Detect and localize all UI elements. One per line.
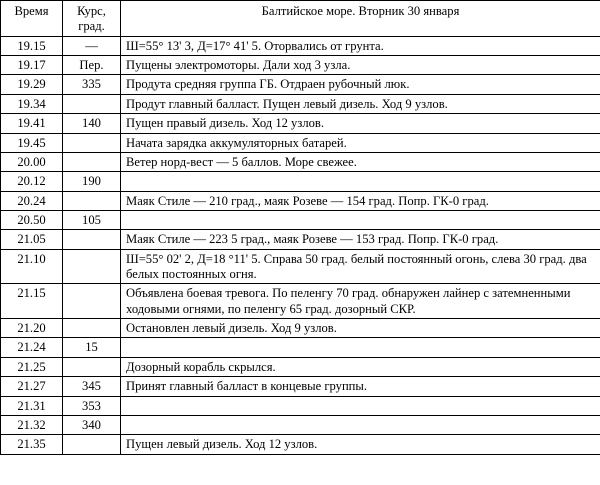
table-row (1, 191, 600, 210)
table-row (1, 377, 600, 396)
cell-time: 19.29 (1, 75, 63, 94)
column-header-course-line1: Курс, (77, 4, 106, 18)
table-row (1, 338, 600, 357)
cell-event: Продута средняя группа ГБ. Отдраен рубочный люк. (121, 75, 600, 94)
cell-time: 20.50 (1, 210, 63, 229)
cell-time: 19.34 (1, 94, 63, 113)
cell-time: 21.24 (1, 338, 63, 357)
cell-time: 19.41 (1, 114, 63, 133)
table-row (1, 36, 600, 55)
table-row (1, 133, 600, 152)
cell-event (121, 172, 600, 191)
cell-time: 20.00 (1, 152, 63, 171)
cell-event: Дозорный корабль скрылся. (121, 357, 600, 376)
cell-time: 21.05 (1, 230, 63, 249)
cell-event: Пущен левый дизель. Ход 12 узлов. (121, 435, 600, 454)
table-title: Балтийское море. Вторник 30 января (121, 1, 600, 37)
cell-time: 19.45 (1, 133, 63, 152)
cell-course (63, 94, 121, 113)
table-row (1, 415, 600, 434)
cell-course: 105 (63, 210, 121, 229)
cell-event: Ветер норд-вест — 5 баллов. Море свежее. (121, 152, 600, 171)
table-row (1, 152, 600, 171)
cell-time: 21.35 (1, 435, 63, 454)
cell-course: 345 (63, 377, 121, 396)
cell-event-empty (126, 213, 597, 226)
table-row (1, 75, 600, 94)
cell-course: 15 (63, 338, 121, 357)
cell-course-empty (66, 232, 117, 245)
cell-time: 20.24 (1, 191, 63, 210)
cell-course (63, 249, 121, 284)
cell-course (63, 357, 121, 376)
header-row (1, 1, 600, 37)
cell-event: Остановлен левый дизель. Ход 9 узлов. (121, 319, 600, 338)
table-row (1, 396, 600, 415)
column-header-course-line2: град. (78, 19, 105, 34)
cell-course: Пер. (63, 56, 121, 75)
cell-course (63, 152, 121, 171)
column-header-course (63, 1, 121, 37)
cell-event-empty (126, 174, 597, 187)
cell-course-empty (66, 194, 117, 207)
table-row (1, 249, 600, 284)
cell-time: 20.12 (1, 172, 63, 191)
table-row (1, 94, 600, 113)
table-row (1, 357, 600, 376)
cell-event: Пущены электромоторы. Дали ход 3 узла. (121, 56, 600, 75)
cell-event (121, 210, 600, 229)
cell-time: 21.15 (1, 284, 63, 319)
cell-event: Ш=55° 02' 2, Д=18 °11' 5. Справа 50 град. белый постоянный огонь, слева 30 град. два белых постоянных огня. (121, 249, 600, 284)
cell-course-empty (66, 286, 117, 299)
cell-time: 21.25 (1, 357, 63, 376)
cell-course (63, 230, 121, 249)
table-row (1, 172, 600, 191)
cell-event: Начата зарядка аккумуляторных батарей. (121, 133, 600, 152)
cell-course (63, 435, 121, 454)
cell-time: 21.32 (1, 415, 63, 434)
cell-event: Объявлена боевая тревога. По пеленгу 70 град. обнаружен лайнер с затемненными ходовыми огнями, по пеленгу 65 град. дозорный СКР. (121, 284, 600, 319)
table-row (1, 284, 600, 319)
cell-time: 21.20 (1, 319, 63, 338)
cell-event (121, 415, 600, 434)
cell-time: 19.17 (1, 56, 63, 75)
cell-course: 335 (63, 75, 121, 94)
cell-course: 190 (63, 172, 121, 191)
cell-event: Продут главный балласт. Пущен левый дизель. Ход 9 узлов. (121, 94, 600, 113)
cell-course-empty (66, 252, 117, 265)
cell-course-empty (66, 155, 117, 168)
cell-event (121, 396, 600, 415)
cell-course (63, 319, 121, 338)
cell-event: Принят главный балласт в концевые группы. (121, 377, 600, 396)
cell-course (63, 284, 121, 319)
table-row (1, 319, 600, 338)
cell-time: 21.27 (1, 377, 63, 396)
cell-course (63, 191, 121, 210)
cell-course: — (63, 36, 121, 55)
table-header (1, 1, 600, 37)
table-body (1, 36, 600, 454)
table-row (1, 56, 600, 75)
cell-course: 140 (63, 114, 121, 133)
cell-time: 21.10 (1, 249, 63, 284)
column-header-time: Время (1, 1, 63, 37)
cell-event: Маяк Стиле — 210 град., маяк Розеве — 154 град. Попр. ГК-0 град. (121, 191, 600, 210)
table-row (1, 114, 600, 133)
cell-time: 21.31 (1, 396, 63, 415)
cell-event-empty (126, 418, 597, 431)
cell-course-empty (66, 136, 117, 149)
cell-event: Ш=55° 13' 3, Д=17° 41' 5. Оторвались от грунта. (121, 36, 600, 55)
cell-course: 340 (63, 415, 121, 434)
cell-course: 353 (63, 396, 121, 415)
table-row (1, 435, 600, 454)
cell-course-empty (66, 360, 117, 373)
cell-course-empty (66, 437, 117, 450)
cell-course-empty (66, 97, 117, 110)
cell-course-empty (66, 321, 117, 334)
cell-course (63, 133, 121, 152)
cell-event (121, 338, 600, 357)
table-row (1, 230, 600, 249)
cell-time: 19.15 (1, 36, 63, 55)
cell-event-empty (126, 340, 597, 353)
cell-event-empty (126, 399, 597, 412)
cell-event: Маяк Стиле — 223 5 град., маяк Розеве — 153 град. Попр. ГК-0 град. (121, 230, 600, 249)
cell-event: Пущен правый дизель. Ход 12 узлов. (121, 114, 600, 133)
table-row (1, 210, 600, 229)
